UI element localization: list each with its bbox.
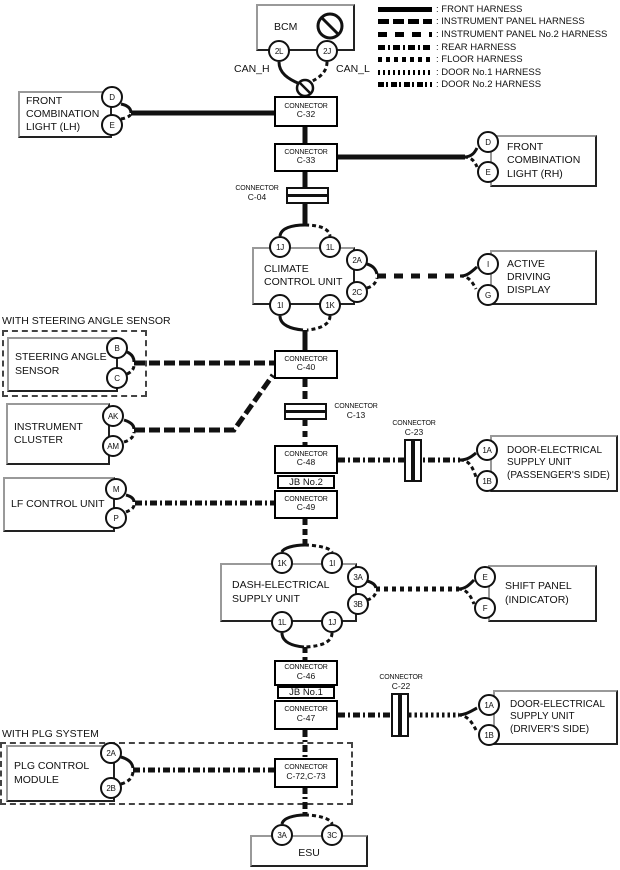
instrument-panel-harness-line-sample — [378, 19, 432, 24]
harness-legend — [378, 3, 607, 91]
pin-sas-b: B — [106, 337, 128, 359]
pin-plg-2a: 2A — [100, 742, 122, 764]
connector-id: C-48 — [296, 457, 316, 468]
connector-title: CONNECTOR — [334, 403, 378, 410]
connector-id: C-13 — [346, 410, 366, 421]
front-combination-light-lh-box — [18, 91, 112, 138]
active-driving-display-label: ACTIVE DRIVING DISPLAY — [507, 257, 551, 297]
legend-item-door-no2 — [378, 79, 607, 92]
instrument-cluster-label: INSTRUMENT CLUSTER — [14, 420, 83, 446]
pin-climate-2a: 2A — [346, 249, 368, 271]
legend-item-front — [378, 3, 607, 16]
legend-label: : FLOOR HARNESS — [436, 54, 523, 66]
door-no1-harness-line-sample — [378, 70, 432, 75]
connector-c46-box — [274, 660, 338, 686]
legend-label: : DOOR No.2 HARNESS — [436, 79, 542, 91]
pin-climate-2c: 2C — [346, 281, 368, 303]
connector-title: CONNECTOR — [392, 420, 436, 427]
esu-label: ESU — [298, 847, 320, 860]
jb-no2-box — [277, 475, 335, 489]
legend-label: : DOOR No.1 HARNESS — [436, 66, 542, 78]
pin-door-pass-1a: 1A — [476, 439, 498, 461]
pin-dash-1i: 1I — [321, 552, 343, 574]
pin-dash-1k: 1K — [271, 552, 293, 574]
connector-c40-box — [274, 350, 338, 379]
connector-c72-c73-box — [274, 758, 338, 788]
pin-cluster-ak: AK — [102, 405, 124, 427]
connector-title: CONNECTOR — [379, 674, 423, 681]
pin-dash-1l: 1L — [271, 611, 293, 633]
active-driving-display-box — [490, 250, 597, 305]
legend-item-door-no1 — [378, 66, 607, 79]
pin-rh-e: E — [477, 161, 499, 183]
pin-door-drv-1a: 1A — [478, 694, 500, 716]
connector-title: CONNECTOR — [284, 102, 328, 110]
connector-c47-box — [274, 700, 338, 730]
pin-climate-1i: 1I — [269, 294, 291, 316]
connector-id: C-49 — [296, 502, 316, 513]
pin-dash-3b: 3B — [347, 593, 369, 615]
pin-climate-1k: 1K — [319, 294, 341, 316]
connector-c49-box — [274, 490, 338, 519]
connector-id: C-46 — [296, 670, 316, 681]
pin-lf-m: M — [105, 478, 127, 500]
door-electrical-supply-unit-passenger-box — [490, 435, 618, 492]
door-no2-harness-line-sample — [378, 82, 432, 87]
with-steering-angle-sensor-label: WITH STEERING ANGLE SENSOR — [2, 315, 171, 327]
pin-rh-d: D — [477, 131, 499, 153]
connector-c04-label — [228, 185, 286, 203]
pin-bcm-2l: 2L — [268, 40, 290, 62]
connector-id: C-72,C-73 — [286, 770, 326, 781]
front-harness-line-sample — [378, 7, 432, 12]
connector-title: CONNECTOR — [284, 706, 328, 714]
pin-dash-1j: 1J — [321, 611, 343, 633]
legend-label: : REAR HARNESS — [436, 41, 517, 53]
pin-climate-1j: 1J — [269, 236, 291, 258]
lf-control-unit-label: LF CONTROL UNIT — [11, 497, 105, 510]
connector-id: C-22 — [391, 681, 411, 692]
pin-esu-3c: 3C — [321, 824, 343, 846]
can-h-label: CAN_H — [234, 63, 270, 75]
connector-title: CONNECTOR — [284, 664, 328, 672]
connector-title: CONNECTOR — [284, 450, 328, 458]
plg-control-module-box — [6, 745, 115, 802]
pin-cluster-am: AM — [102, 435, 124, 457]
no-terminating-resistor-icon — [315, 11, 345, 41]
legend-label: : INSTRUMENT PANEL No.2 HARNESS — [436, 28, 608, 40]
connector-id: C-23 — [404, 427, 424, 438]
legend-item-floor — [378, 53, 607, 66]
legend-label: : INSTRUMENT PANEL HARNESS — [436, 16, 585, 28]
climate-control-unit-box — [252, 247, 355, 305]
connector-c04-symbol — [287, 188, 328, 203]
twisted-pair-icon — [297, 80, 313, 96]
legend-label: : FRONT HARNESS — [436, 3, 523, 15]
instrument-cluster-box — [6, 403, 110, 465]
front-combination-light-rh-box — [490, 135, 597, 187]
steering-angle-sensor-box — [7, 337, 118, 392]
connector-c32-box — [274, 96, 338, 127]
connector-c48-box — [274, 445, 338, 474]
connector-title: CONNECTOR — [284, 764, 328, 772]
connector-c33-box — [274, 143, 338, 172]
connector-c22-symbol — [392, 694, 408, 736]
connector-title: CONNECTOR — [235, 185, 279, 192]
connector-id: C-04 — [247, 192, 267, 203]
pin-door-drv-1b: 1B — [478, 724, 500, 746]
pin-plg-2b: 2B — [100, 777, 122, 799]
connector-id: C-33 — [296, 155, 316, 166]
connector-id: C-47 — [296, 712, 316, 723]
rear-harness-line-sample — [378, 45, 432, 50]
jb-no1-label: JB No.1 — [289, 687, 323, 698]
connector-c23-symbol — [405, 440, 421, 481]
jb-no1-box — [277, 686, 335, 699]
pin-shift-f: F — [474, 597, 496, 619]
plg-control-module-label: PLG CONTROL MODULE — [14, 760, 89, 786]
instrument-panel-harness-lines — [134, 363, 275, 430]
with-plg-system-label: WITH PLG SYSTEM — [2, 728, 99, 740]
lf-control-unit-box — [3, 477, 115, 532]
steering-angle-sensor-label: STEERING ANGLE SENSOR — [15, 351, 107, 377]
shift-panel-indicator-label: SHIFT PANEL (INDICATOR) — [505, 580, 572, 606]
pin-lh-d: D — [101, 86, 123, 108]
pin-display-i: I — [477, 253, 499, 275]
connector-id: C-32 — [296, 109, 316, 120]
pin-display-g: G — [477, 284, 499, 306]
pin-bcm-2j: 2J — [316, 40, 338, 62]
connector-c13-symbol — [285, 404, 326, 419]
instrument-panel-no2-harness-line-sample — [378, 32, 432, 37]
jb-no2-label: JB No.2 — [289, 476, 323, 488]
pin-lh-e: E — [101, 114, 123, 136]
connector-c23-label — [386, 420, 442, 438]
pin-shift-e: E — [474, 566, 496, 588]
door-electrical-supply-unit-passenger-label: DOOR-ELECTRICAL SUPPLY UNIT (PASSENGER'S SIDE) — [507, 444, 610, 481]
door-electrical-supply-unit-driver-box — [493, 690, 618, 745]
front-combination-light-rh-label: FRONT COMBINATION LIGHT (RH) — [507, 141, 581, 180]
pin-sas-c: C — [106, 367, 128, 389]
connector-c13-label — [328, 403, 384, 421]
legend-item-instrument-panel-no2 — [378, 28, 607, 41]
pin-esu-3a: 3A — [271, 824, 293, 846]
connector-title: CONNECTOR — [284, 495, 328, 503]
door-electrical-supply-unit-driver-label: DOOR-ELECTRICAL SUPPLY UNIT (DRIVER'S SIDE) — [510, 698, 605, 735]
can-l-label: CAN_L — [336, 63, 370, 75]
pin-dash-3a: 3A — [347, 566, 369, 588]
shift-panel-indicator-box — [488, 565, 597, 622]
connector-id: C-40 — [296, 362, 316, 373]
floor-harness-line-sample — [378, 57, 432, 62]
esu-box — [250, 835, 368, 867]
front-combination-light-lh-label: FRONT COMBINATION LIGHT (LH) — [26, 94, 100, 134]
climate-control-unit-label: CLIMATE CONTROL UNIT — [264, 262, 343, 288]
legend-item-instrument-panel — [378, 16, 607, 29]
legend-item-rear — [378, 41, 607, 54]
pin-lf-p: P — [105, 507, 127, 529]
pin-climate-1l: 1L — [319, 236, 341, 258]
pin-door-pass-1b: 1B — [476, 470, 498, 492]
connector-c22-label — [373, 674, 429, 692]
dash-electrical-supply-unit-label: DASH-ELECTRICAL SUPPLY UNIT — [232, 579, 330, 605]
connector-title: CONNECTOR — [284, 355, 328, 363]
connector-title: CONNECTOR — [284, 148, 328, 156]
bcm-label: BCM — [274, 20, 298, 33]
